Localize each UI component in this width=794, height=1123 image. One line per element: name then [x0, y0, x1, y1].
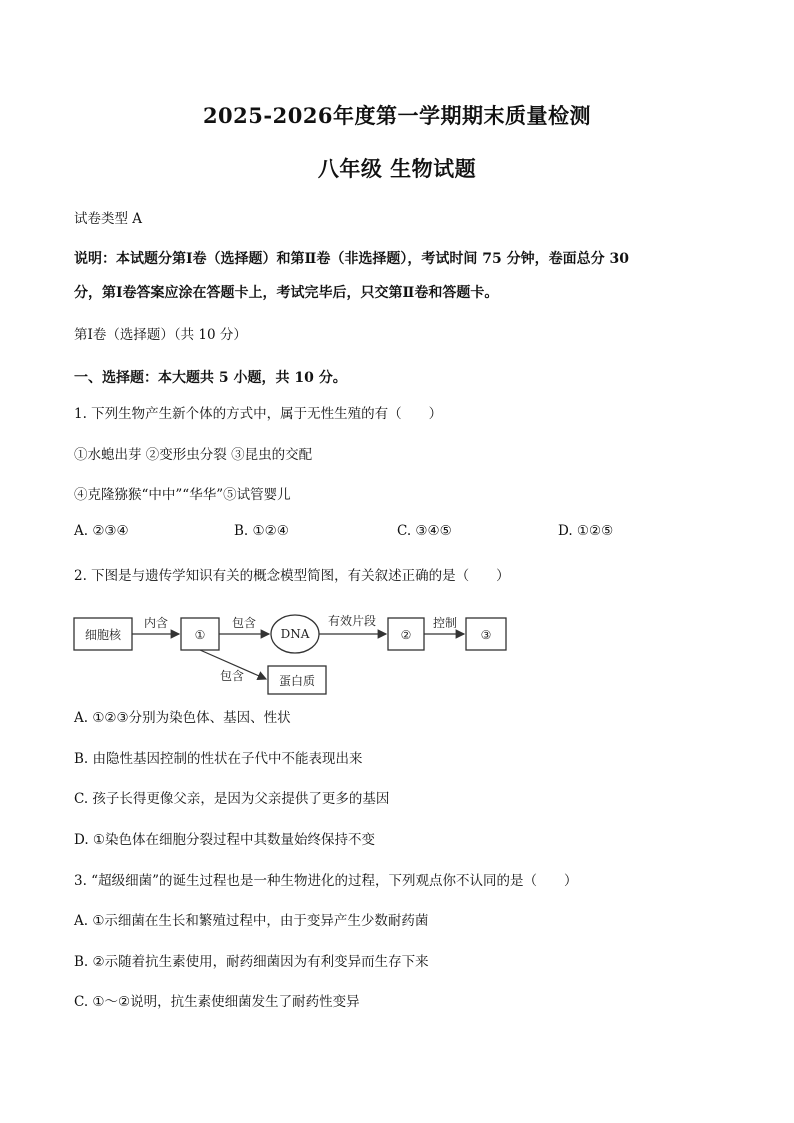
- edge-protein-label: 包含: [219, 669, 245, 683]
- section-heading: 第Ⅰ卷（选择题）（共 10 分）: [74, 327, 247, 343]
- node-1: ①: [194, 628, 206, 642]
- edge-control-label: 控制: [432, 616, 458, 630]
- question-1-option-a: A. ②③④: [74, 523, 129, 539]
- exam-title: 2025-2026年度第一学期期末质量检测: [202, 103, 592, 128]
- concept-model-diagram: [72, 606, 512, 698]
- question-1-option-c: C. ③④⑤: [397, 523, 452, 539]
- edge-include-label: 包含: [231, 616, 257, 630]
- part-heading: 一、选择题：本大题共 5 小题，共 10 分。: [74, 370, 347, 386]
- instructions-line-2: 分，第Ⅰ卷答案应涂在答题卡上，考试完毕后，只交第Ⅱ卷和答题卡。: [74, 285, 499, 301]
- question-2-option-b: B. 由隐性基因控制的性状在子代中不能表现出来: [74, 751, 363, 767]
- question-1-stem: 1. 下列生物产生新个体的方式中，属于无性生殖的有（ ）: [74, 406, 443, 422]
- question-1-option-d: D. ①②⑤: [558, 523, 614, 539]
- node-nucleus: 细胞核: [84, 628, 122, 642]
- node-dna: DNA: [280, 627, 310, 641]
- exam-subtitle: 八年级 生物试题: [317, 156, 477, 181]
- question-3-option-a: A. ①示细菌在生长和繁殖过程中，由于变异产生少数耐药菌: [74, 913, 429, 929]
- question-1-option-b: B. ①②④: [234, 523, 289, 539]
- question-2-option-d: D. ①染色体在细胞分裂过程中其数量始终保持不变: [74, 832, 376, 848]
- node-3: ③: [480, 628, 492, 642]
- question-2-option-c: C. 孩子长得更像父亲，是因为父亲提供了更多的基因: [74, 791, 390, 807]
- node-protein: 蛋白质: [278, 674, 316, 688]
- instructions-line-1: 说明：本试题分第Ⅰ卷（选择题）和第Ⅱ卷（非选择题），考试时间 75 分钟，卷面总分 30: [74, 251, 629, 267]
- edge-segment-label: 有效片段: [327, 614, 377, 628]
- edge-contains-label: 内含: [143, 616, 169, 630]
- question-2-stem: 2. 下图是与遗传学知识有关的概念模型简图，有关叙述正确的是（ ）: [74, 568, 510, 584]
- question-1-line-1: ①水螅出芽 ②变形虫分裂 ③昆虫的交配: [74, 447, 313, 463]
- question-3-option-b: B. ②示随着抗生素使用，耐药细菌因为有利变异而生存下来: [74, 954, 429, 970]
- paper-type: 试卷类型 A: [74, 211, 143, 227]
- question-1-line-2: ④克隆猕猴“中中”“华华”⑤试管婴儿: [74, 487, 291, 503]
- question-3-option-c: C. ①～②说明，抗生素使细菌发生了耐药性变异: [74, 994, 360, 1010]
- question-3-stem: 3. “超级细菌”的诞生过程也是一种生物进化的过程，下列观点你不认同的是（ ）: [74, 873, 578, 889]
- node-2: ②: [400, 628, 412, 642]
- question-2-option-a: A. ①②③分别为染色体、基因、性状: [74, 710, 291, 726]
